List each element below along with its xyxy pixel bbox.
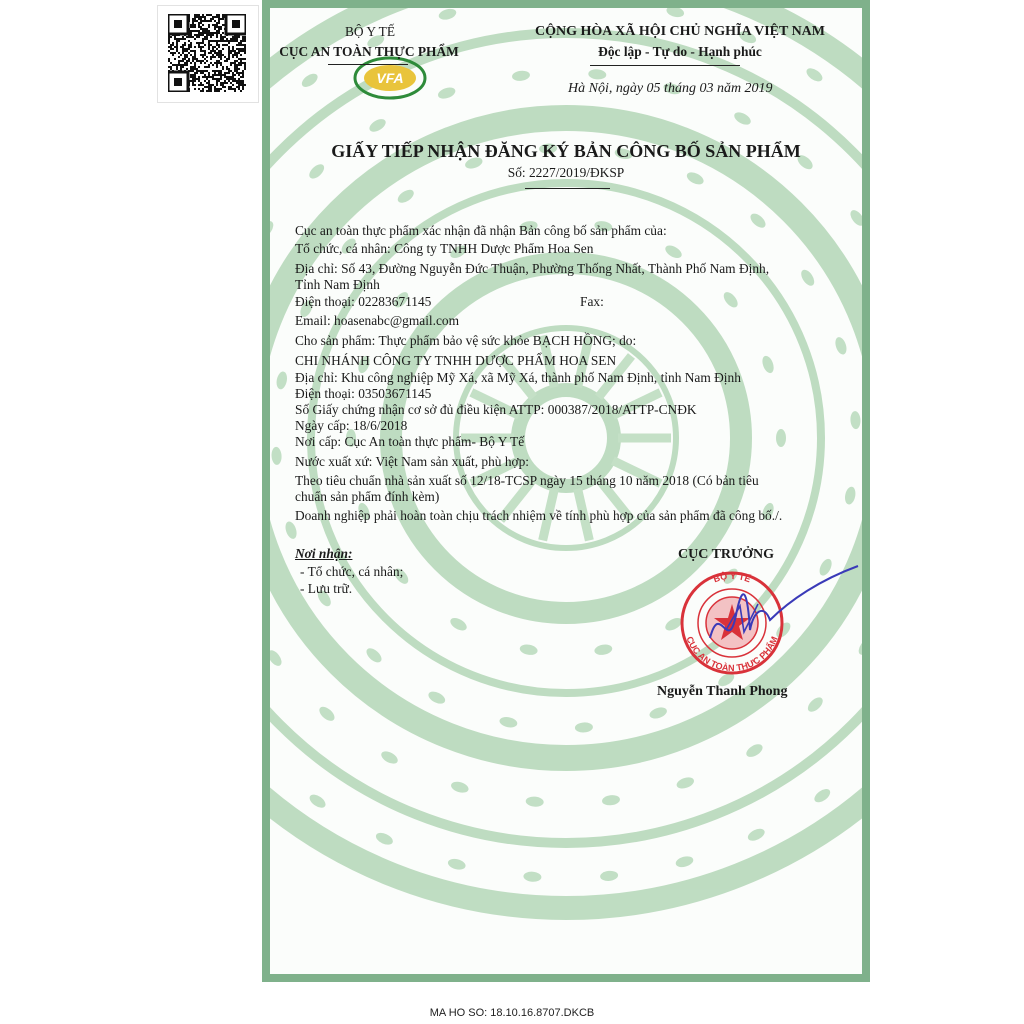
- intro-line: Cục an toàn thực phẩm xác nhận đã nhận Bản công bố sản phẩm của:: [295, 223, 667, 238]
- number-underline: [525, 188, 610, 189]
- motto-underline: [590, 65, 740, 66]
- agency-name: CỤC AN TOÀN THỰC PHẨM: [279, 44, 459, 59]
- signer-name: Nguyễn Thanh Phong: [657, 684, 788, 699]
- ministry-name: BỘ Y TẾ: [344, 24, 396, 39]
- national-motto: Độc lập - Tự do - Hạnh phúc: [598, 44, 762, 59]
- certificate-paper: [270, 8, 862, 974]
- country-name: CỘNG HÒA XÃ HỘI CHỦ NGHĨA VIỆT NAM: [534, 24, 825, 39]
- fax-line: Fax:: [580, 294, 604, 309]
- branch-phone-line: Điện thoại: 03503671145: [295, 386, 432, 401]
- address-line-2: Tỉnh Nam Định: [295, 277, 380, 292]
- recipients-heading: Nơi nhận:: [295, 546, 353, 561]
- official-stamp-icon: [670, 560, 862, 680]
- place-date: Hà Nội, ngày 05 tháng 03 năm 2019: [568, 81, 773, 96]
- issuer-line: Nơi cấp: Cục An toàn thực phẩm- Bộ Y Tế: [295, 434, 525, 449]
- branch-address-line: Địa chỉ: Khu công nghiệp Mỹ Xá, xã Mỹ Xá, thành phố Nam Định, tỉnh Nam Định: [295, 370, 741, 385]
- standard-line-2: chuẩn sản phẩm đính kèm): [295, 489, 440, 504]
- issue-date-line: Ngày cấp: 18/6/2018: [295, 418, 408, 433]
- document-title: GIẤY TIẾP NHẬN ĐĂNG KÝ BẢN CÔNG BỐ SẢN PHẨM: [331, 141, 801, 161]
- svg-text:BỘ Y TẾ: [712, 570, 752, 584]
- document-number: Số: 2227/2019/ĐKSP: [507, 165, 625, 180]
- signer-position: CỤC TRƯỞNG: [678, 547, 775, 562]
- stamp-top-text: BỘ Y TẾ: [711, 570, 753, 585]
- certificate-frame: [262, 0, 870, 982]
- email-line: Email: hoasenabc@gmail.com: [295, 313, 460, 328]
- recipient-item: - Tổ chức, cá nhân;: [300, 564, 404, 579]
- address-line-1: Địa chỉ: Số 43, Đường Nguyễn Đức Thuận, Phường Thống Nhất, Thành Phố Nam Định,: [295, 261, 770, 276]
- product-line: Cho sản phẩm: Thực phẩm bảo vệ sức khỏe BẠCH HỒNG; do:: [295, 333, 637, 348]
- stamp-bottom-text: CỤC AN TOÀN THỰC PHẨM: [684, 634, 780, 674]
- qr-code-image: [168, 14, 246, 92]
- recipient-item: - Lưu trữ.: [300, 581, 353, 596]
- vfa-logo-icon: [352, 54, 428, 100]
- certificate-line: Số Giấy chứng nhận cơ sở đủ điều kiện ATTP: 000387/2018/ATTP-CNĐK: [295, 402, 697, 417]
- responsibility-line: Doanh nghiệp phải hoàn toàn chịu trách nhiệm về tính phù hợp của sản phẩm đã công bố./.: [295, 508, 783, 523]
- branch-name-line: CHI NHÁNH CÔNG TY TNHH DƯỢC PHẨM HOA SEN: [295, 353, 617, 368]
- standard-line-1: Theo tiêu chuẩn nhà sản xuất số 12/18-TCSP ngày 15 tháng 10 năm 2018 (Có bản tiêu: [295, 473, 759, 488]
- logo-text: VFA: [376, 70, 404, 86]
- phone-line: Điện thoại: 02283671145: [295, 294, 432, 309]
- origin-line: Nước xuất xứ: Việt Nam sản xuất, phù hợp:: [295, 454, 530, 469]
- agency-underline: [328, 64, 408, 65]
- organization-line: Tổ chức, cá nhân: Công ty TNHH Dược Phẩm Hoa Sen: [295, 241, 594, 256]
- qr-code-card: [157, 5, 259, 103]
- dossier-code: MA HO SO: 18.10.16.8707.DKCB: [429, 1007, 595, 1019]
